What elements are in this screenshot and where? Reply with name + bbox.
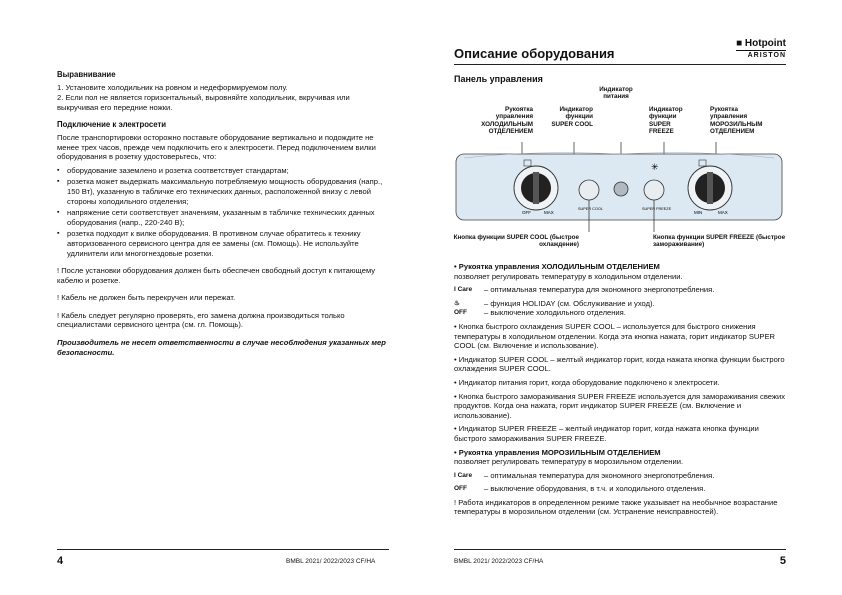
final-note: ! Работа индикаторов в определенном режиме также указывает на необычное возрастание температуры в морозильном отделении (см. Устранение неисправностей). bbox=[454, 497, 778, 517]
fridge-off-mark: OFF bbox=[522, 210, 531, 215]
check-item: ▪ розетка подходит к вилке оборудования. В противном случае обратитесь к технику авторизованного сервисного центра для ее замены (см. Помощь). Не используйте удлинители или многогнездовые розетки. bbox=[57, 229, 389, 258]
super-cool-mark: SUPER COOL bbox=[578, 207, 603, 211]
page-number: 5 bbox=[779, 555, 786, 567]
page-number: 4 bbox=[57, 555, 64, 567]
off-row bbox=[454, 308, 787, 318]
brand-name: ■ Hotpoint bbox=[736, 38, 786, 49]
brand-logo bbox=[736, 38, 786, 59]
title-rule bbox=[454, 64, 786, 65]
sc-indicator-desc: • Индикатор SUPER COOL – желтый индикатор горит, когда нажата кнопка функции быстрого охлаждения SUPER COOL. bbox=[454, 354, 785, 374]
freezer-intro: позволяет регулировать температуру в морозильном отделении. bbox=[454, 457, 684, 467]
model-code: BMBL 2021/ 2022/2023 CF/HA bbox=[454, 558, 544, 565]
label-sc-indicator: Индикатор функции SUPER COOL bbox=[551, 106, 593, 128]
holiday-icon: ♨ bbox=[454, 299, 460, 307]
panel-subtitle: Панель управления bbox=[454, 74, 543, 84]
holiday-text: – функция HOLIDAY (см. Обслуживание и уход). bbox=[484, 298, 655, 308]
label-power-indicator: Индикатор питания bbox=[599, 86, 633, 101]
model-code: BMBL 2021/ 2022/2023 CF/HA bbox=[286, 558, 376, 565]
left-column bbox=[57, 70, 389, 361]
fridge-heading: • Рукоятка управления ХОЛОДИЛЬНЫМ ОТДЕЛЕНИЕМ bbox=[454, 262, 660, 271]
sf-indicator-desc: • Индикатор SUPER FREEZE – желтый индикатор горит, когда нажата кнопка функции быстрого замораживания SUPER FREEZE. bbox=[454, 424, 759, 443]
label-sf-indicator: Индикатор функции SUPER FREEZE bbox=[649, 106, 683, 135]
freezer-icare-icon: I Care bbox=[454, 471, 473, 479]
freezer-off-row bbox=[454, 484, 787, 494]
label-sc-button: Кнопка функции SUPER COOL (быстрое охлаждение) bbox=[453, 234, 579, 249]
power-desc: • Индикатор питания горит, когда оборудование подключено к электросети. bbox=[454, 377, 720, 387]
note-access: ! После установки оборудования должен быть обеспечен свободный доступ к питающему кабелю и розетке. bbox=[57, 266, 376, 285]
brand-sub: ARISTON bbox=[736, 50, 786, 59]
icare-icon: I Care bbox=[454, 286, 473, 294]
off-text: – выключение холодильного отделения. bbox=[484, 308, 626, 318]
freezer-off-text: – выключение оборудования, в т.ч. и холодильного отделения. bbox=[484, 484, 706, 494]
check-item: ▪ розетка может выдержать максимальную потребляемую мощность оборудования (напр., 150 Вт), указанную в табличке его технических данных, расположенной внизу с левой стороны холодильного отделения; bbox=[57, 177, 389, 206]
leveling-item-1: 1. Установите холодильник на ровном и недеформируемом полу. bbox=[57, 82, 288, 92]
freezer-icare-text: – оптимальная температура для экономного энергопотребления. bbox=[484, 470, 715, 480]
icare-row bbox=[454, 285, 787, 295]
right-page bbox=[421, 0, 842, 595]
right-column bbox=[454, 262, 787, 521]
freezer-heading: • Рукоятка управления МОРОЗИЛЬНЫМ ОТДЕЛЕНИЕМ bbox=[454, 447, 661, 457]
freezer-max-mark: MAX bbox=[718, 210, 728, 215]
note-cable-check: ! Кабель следует регулярно проверять, его замена должна производиться только специалистами сервисного центра (см. гл. Помощь). bbox=[57, 310, 345, 330]
brand-mark-icon: ■ bbox=[736, 38, 743, 49]
sf-button-desc: • Кнопка быстрого замораживания SUPER FREEZE используется для замораживания свежих продуктов. Когда она нажата, горит индикатор SUPER FREEZE (см. Включение и использование). bbox=[454, 391, 786, 420]
page-title: Описание оборудования bbox=[454, 46, 615, 61]
leveling-item-2: 2. Если пол не является горизонтальный, выровняйте холодильник, вкручивая или выкручивая его передние ножки. bbox=[57, 93, 350, 112]
power-indicator-lamp bbox=[614, 182, 628, 196]
leveling-heading: Выравнивание bbox=[57, 70, 116, 79]
electric-heading: Подключение к электросети bbox=[57, 120, 167, 130]
freezer-off-icon: OFF bbox=[454, 485, 467, 493]
label-sf-button: Кнопка функции SUPER FREEZE (быстрое замораживание) bbox=[653, 234, 786, 249]
electric-intro: После транспортировки осторожно поставьте оборудование вертикально и подождите не менее трех часов, прежде чем подключить его к электросети. Перед подключением вилки оборудования в розетку удостоверьтесь, что: bbox=[57, 132, 376, 162]
disclaimer: Производитель не несет ответственности в случае несоблюдения указанных мер безопасности. bbox=[57, 338, 386, 357]
label-freezer-knob: Рукоятка управления МОРОЗИЛЬНЫМ ОТДЕЛЕНИЕМ bbox=[710, 106, 763, 135]
sc-button-desc: • Кнопка быстрого охлаждения SUPER COOL – используется для быстрого снижения температуры в холодильном отделении. Когда эта кнопка нажата, горит индикатор SUPER COOL (см. Включение и использование). bbox=[454, 321, 776, 351]
holiday-row bbox=[454, 299, 787, 309]
footer-rule bbox=[454, 549, 786, 550]
freezer-off-mark: MIN bbox=[694, 210, 703, 215]
freezer-icare-row bbox=[454, 471, 787, 481]
check-item: ▪ напряжение сети соответствует значениям, указанным в табличке технических данных оборудования (напр., 220-240 В); bbox=[57, 208, 389, 227]
fridge-intro: позволяет регулировать температуру в холодильном отделении. bbox=[454, 271, 683, 281]
label-fridge-knob: Рукоятка управления ХОЛОДИЛЬНЫМ ОТДЕЛЕНИЕМ bbox=[481, 106, 533, 135]
icare-text: – оптимальная температура для экономного энергопотребления. bbox=[484, 285, 715, 295]
note-cable-twist: ! Кабель не должен быть перекручен или пережат. bbox=[57, 293, 236, 303]
snowflake-icon: ✳ bbox=[651, 163, 659, 173]
fridge-max-mark: MAX bbox=[544, 210, 554, 215]
off-icon: OFF bbox=[454, 309, 467, 317]
super-freeze-mark: SUPER FREEZE bbox=[642, 207, 672, 211]
check-item: ▪ оборудование заземлено и розетка соответствует стандартам; bbox=[57, 166, 389, 176]
control-panel-diagram bbox=[454, 142, 784, 242]
footer-rule bbox=[57, 549, 389, 550]
electric-checklist bbox=[57, 166, 389, 258]
